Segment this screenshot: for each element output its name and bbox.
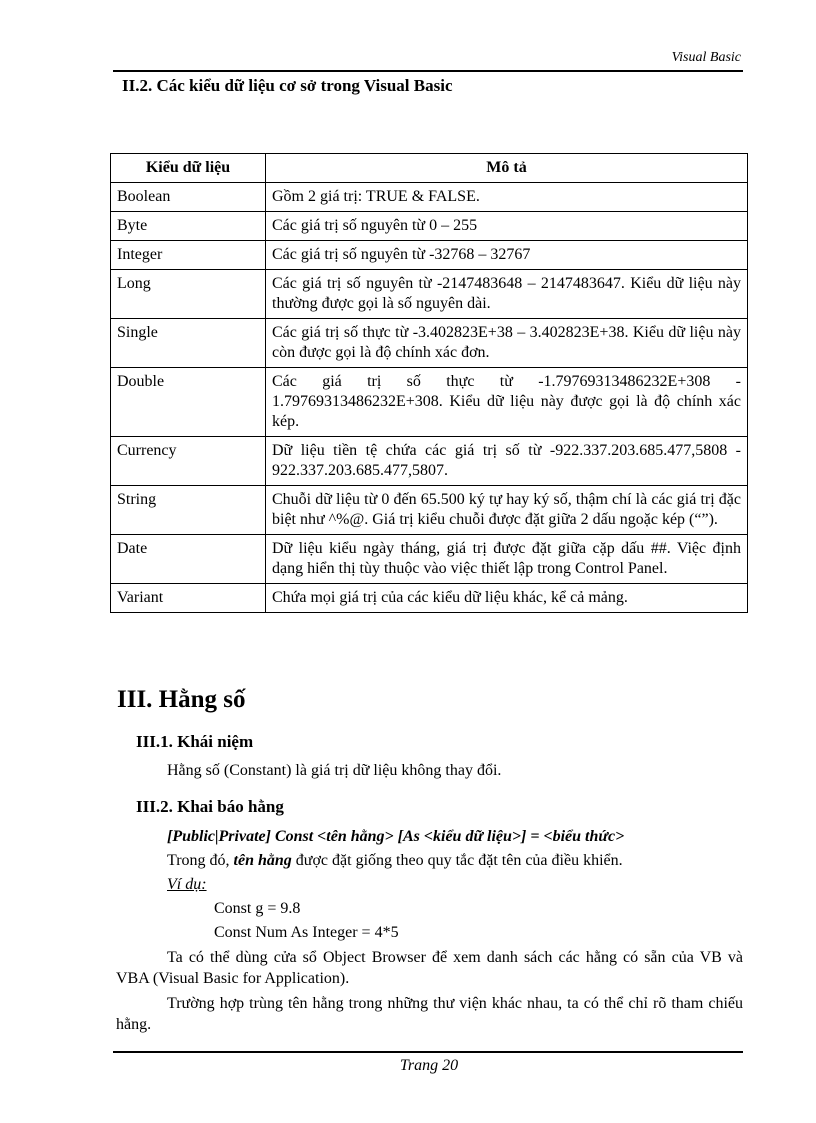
table-header-type: Kiểu dữ liệu xyxy=(111,154,266,183)
type-cell: Double xyxy=(111,368,266,437)
desc-cell: Các giá trị số nguyên từ 0 – 255 xyxy=(266,212,748,241)
desc-cell: Chứa mọi giá trị của các kiểu dữ liệu khác, kể cả mảng. xyxy=(266,584,748,613)
table-row xyxy=(111,241,748,270)
desc-cell: Các giá trị số thực từ -1.79769313486232E+308 - 1.79769313486232E+308. Kiểu dữ liệu này được gọi là độ chính xác kép. xyxy=(266,368,748,437)
example-label: Ví dụ: xyxy=(167,876,207,893)
type-cell: Single xyxy=(111,319,266,368)
data-types-table xyxy=(110,153,748,613)
where-text xyxy=(167,852,623,870)
desc-cell: Dữ liệu tiền tệ chứa các giá trị số từ -922.337.203.685.477,5808 - 922.337.203.685.477,5807. xyxy=(266,437,748,486)
desc-cell: Chuỗi dữ liệu từ 0 đến 65.500 ký tự hay ký số, thậm chí là các giá trị đặc biệt như ^%@. Giá trị kiểu chuỗi được đặt giữa 2 dấu ngoặc kép (“”). xyxy=(266,486,748,535)
desc-cell: Các giá trị số thực từ -3.402823E+38 – 3.402823E+38. Kiểu dữ liệu này còn được gọi là độ chính xác đơn. xyxy=(266,319,748,368)
where-suffix: được đặt giống theo quy tắc đặt tên của điều khiển. xyxy=(291,852,623,869)
table-row xyxy=(111,584,748,613)
type-cell: Date xyxy=(111,535,266,584)
header-rule xyxy=(113,70,743,72)
footer-rule xyxy=(113,1051,743,1053)
table-header-desc: Mô tả xyxy=(266,154,748,183)
constants-heading: III. Hằng số xyxy=(117,686,246,713)
concept-text: Hằng số (Constant) là giá trị dữ liệu không thay đổi. xyxy=(167,762,502,779)
declare-heading: III.2. Khai báo hằng xyxy=(136,797,284,816)
type-cell: Currency xyxy=(111,437,266,486)
code-line: Const g = 9.8 xyxy=(214,900,301,917)
desc-cell: Gồm 2 giá trị: TRUE & FALSE. xyxy=(266,183,748,212)
type-cell: Long xyxy=(111,270,266,319)
where-prefix: Trong đó, xyxy=(167,852,234,869)
table-row xyxy=(111,486,748,535)
type-cell: Byte xyxy=(111,212,266,241)
desc-cell: Các giá trị số nguyên từ -32768 – 32767 xyxy=(266,241,748,270)
header-title: Visual Basic xyxy=(671,50,741,65)
desc-cell: Dữ liệu kiểu ngày tháng, giá trị được đặt giữa cặp dấu ##. Việc định dạng hiển thị tùy thuộc vào việc thiết lập trong Control Panel. xyxy=(266,535,748,584)
table-row xyxy=(111,270,748,319)
concept-heading: III.1. Khái niệm xyxy=(136,732,254,751)
page-number: Trang 20 xyxy=(399,1057,459,1074)
where-term: tên hằng xyxy=(233,852,292,869)
table-row xyxy=(111,368,748,437)
table-row xyxy=(111,319,748,368)
paragraph-name-conflict: Trường hợp trùng tên hằng trong những thư viện khác nhau, ta có thể chỉ rõ tham chiếu hằng. xyxy=(116,995,743,1033)
table-row xyxy=(111,212,748,241)
syntax-line: [Public|Private] Const <tên hằng> [As <kiểu dữ liệu>] = <biểu thức> xyxy=(167,828,625,845)
type-cell: Boolean xyxy=(111,183,266,212)
paragraph-object-browser: Ta có thể dùng cửa sổ Object Browser để xem danh sách các hằng có sẵn của VB và VBA (Visual Basic for Application). xyxy=(116,949,743,987)
table-header-row xyxy=(111,154,748,183)
code-line: Const Num As Integer = 4*5 xyxy=(214,924,399,941)
table-row xyxy=(111,437,748,486)
type-cell: String xyxy=(111,486,266,535)
type-cell: Integer xyxy=(111,241,266,270)
table-row xyxy=(111,183,748,212)
desc-cell: Các giá trị số nguyên từ -2147483648 – 2147483647. Kiểu dữ liệu này thường được gọi là số nguyên dài. xyxy=(266,270,748,319)
section-heading: II.2. Các kiểu dữ liệu cơ sở trong Visual Basic xyxy=(122,76,453,95)
table-row xyxy=(111,535,748,584)
type-cell: Variant xyxy=(111,584,266,613)
